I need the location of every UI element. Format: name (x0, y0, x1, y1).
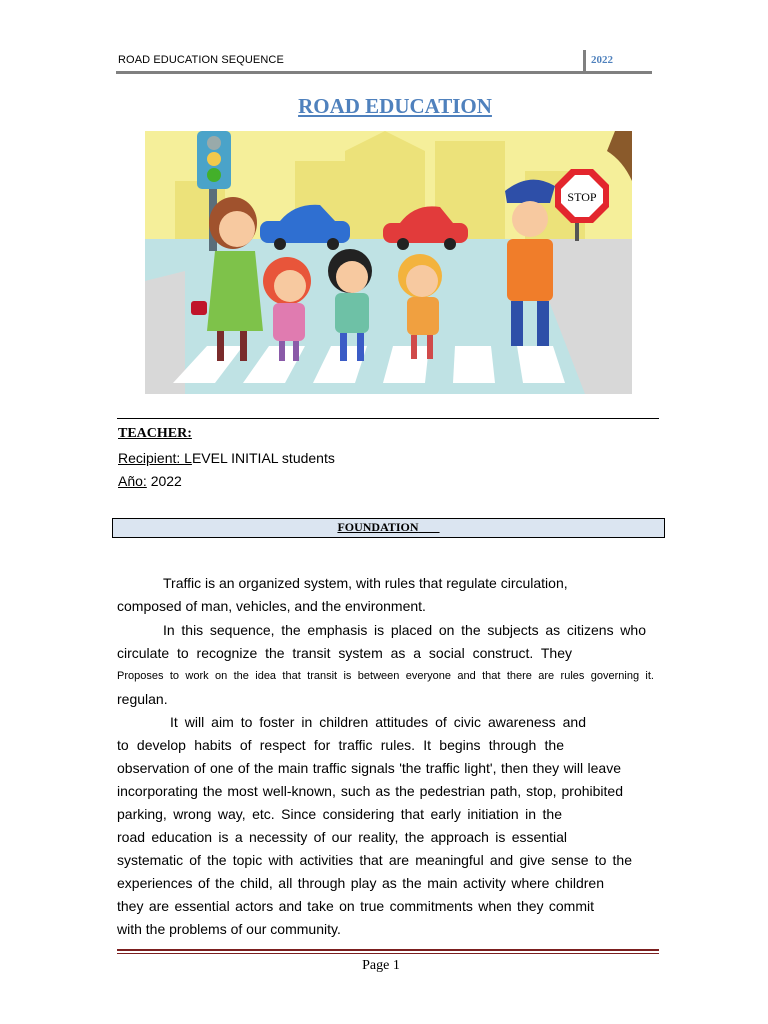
foundation-heading: FOUNDATION (337, 520, 419, 534)
year-line (118, 473, 182, 489)
header-rule (116, 71, 652, 74)
paragraph-line: Proposes to work on the idea that transit is between everyone and that there are rules governing it. (117, 670, 654, 682)
paragraph-line: It will aim to foster in children attitudes of civic awareness and (170, 714, 586, 730)
running-header-year: 2022 (591, 54, 613, 66)
paragraph-line: systematic of the topic with activities that are meaningful and give sense to the (117, 852, 632, 868)
year-value: 2022 (150, 473, 182, 489)
document-title: ROAD EDUCATION (298, 94, 492, 118)
paragraph-line: incorporating the most well-known, such as the pedestrian path, stop, prohibited (117, 783, 623, 799)
paragraph-line: with the problems of our community. (117, 921, 341, 937)
crosswalk-illustration (145, 131, 632, 394)
paragraph-line: composed of man, vehicles, and the environment. (117, 598, 426, 614)
paragraph-line: experiences of the child, all through play as the main activity where children (117, 875, 604, 891)
paragraph-line: they are essential actors and take on true commitments when they commit (117, 898, 594, 914)
paragraph-line: road education is a necessity of our reality, the approach is essential (117, 829, 567, 845)
paragraph-line: circulate to recognize the transit system as a social construct. They (117, 645, 572, 661)
page-number: Page 1 (362, 958, 400, 973)
footer-rule (117, 949, 659, 951)
recipient-line (118, 450, 335, 466)
footer-rule-thin (117, 953, 659, 954)
year-label: Año: (118, 473, 147, 489)
teacher-label: TEACHER: (118, 426, 192, 441)
header-divider (583, 50, 586, 72)
paragraph-line: In this sequence, the emphasis is placed on the subjects as citizens who (163, 622, 646, 638)
recipient-value: EVEL INITIAL students (191, 450, 335, 466)
paragraph-line: Traffic is an organized system, with rules that regulate circulation, (163, 575, 568, 591)
foundation-heading-box (112, 518, 665, 538)
paragraph-line: regulan. (117, 691, 168, 707)
running-header-title: ROAD EDUCATION SEQUENCE (118, 54, 284, 66)
stop-sign-icon (555, 169, 609, 223)
section-divider (117, 418, 659, 419)
paragraph-line: parking, wrong way, etc. Since considering that early initiation in the (117, 806, 562, 822)
stop-sign-label: STOP (567, 190, 597, 204)
paragraph-line: to develop habits of respect for traffic rules. It begins through the (117, 737, 564, 753)
paragraph-line: observation of one of the main traffic signals 'the traffic light', then they will leave (117, 760, 621, 776)
recipient-label: Recipient: L (118, 450, 192, 466)
